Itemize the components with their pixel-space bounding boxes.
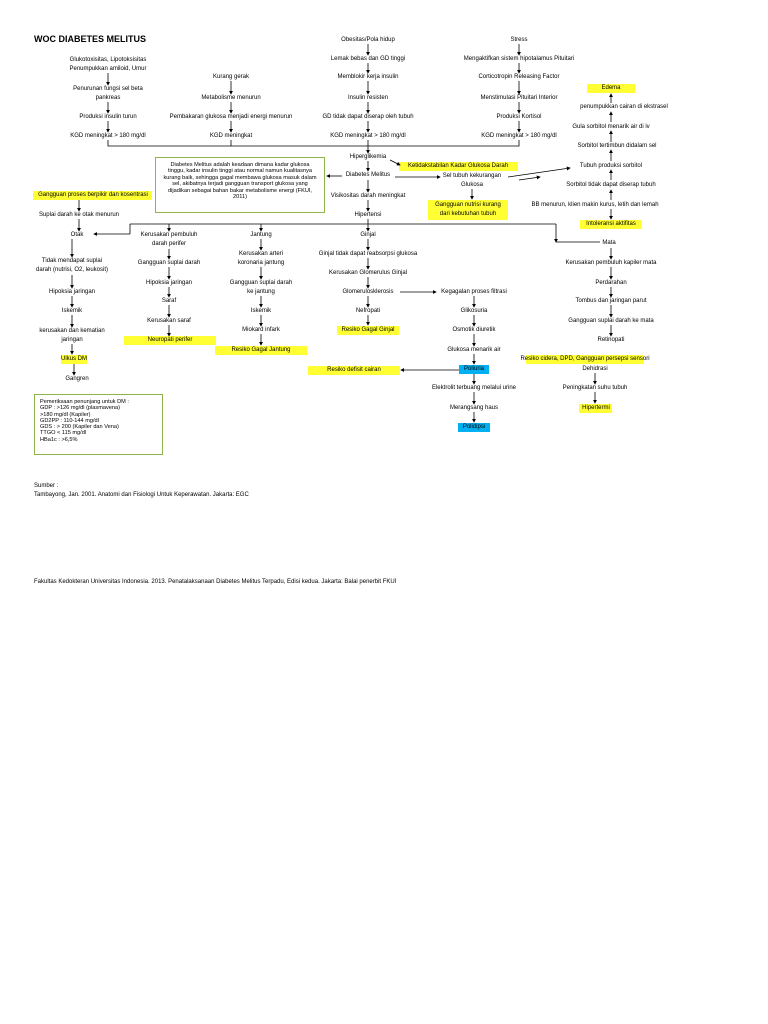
node-resiko-gagal-jantung: Resiko Gagal Jantung: [231, 347, 291, 353]
node-gula-sorbitol: Gula sorbitol menarik air di iv: [572, 124, 650, 130]
node-peningkatan-suhu: Peningkatan suhu tubuh: [562, 385, 628, 391]
node-gangguan-suplai-2: Gangguan suplai darah: [229, 280, 293, 286]
diagram-title: WOC DIABETES MELITUS: [34, 34, 146, 44]
node-metabolisme-menurun: Metabolisme menurun: [201, 95, 261, 101]
node-obesitas: Obesitas/Pola hidup: [341, 37, 395, 43]
node-jantung: Jantung: [250, 232, 272, 238]
node-koronaria: koronaria jantung: [237, 260, 285, 266]
node-kerusakan-kapiler: Kerusakan pembuluh kapiler mata: [565, 260, 657, 266]
node-resiko-gagal-ginjal: Resiko Gagal Ginjal: [341, 327, 395, 333]
node-sel-tubuh-kekurangan: Sel tubuh kekurangan: [442, 173, 502, 179]
node-glomerulosklerosis: Glomerulosklerosis: [342, 289, 394, 295]
node-glukosa-menarik-air: Glukosa menarik air: [447, 347, 501, 353]
node-gangguan-nutrisi: Gangguan nutrisi kurang: [435, 202, 501, 208]
lab-line: GDS : > 200 (Kapiler dan Vena): [40, 424, 119, 431]
node-kurang-gerak: Kurang gerak: [212, 74, 250, 80]
node-crf: Corticotropin Releasing Factor: [478, 74, 560, 80]
node-pituitari-interior: Menstimulasi Pituitari Interior: [480, 95, 558, 101]
node-kegagalan-filtrasi: Kegagalan proses filtrasi: [441, 289, 507, 295]
node-pankreas: pankreas: [95, 95, 121, 101]
node-produksi-kortisol: Produksi Kortisol: [496, 114, 542, 120]
node-iskemik-2: Iskemik: [250, 308, 272, 314]
node-gangguan-suplai-mata: Gangguan suplai darah ke mata: [568, 318, 654, 324]
node-osmotik-diuretik: Osmotik diuretik: [452, 327, 496, 333]
node-visikositas: Visikositas darah meningkat: [330, 193, 406, 199]
node-glukotoxisitas: Glukotoxisitas, Lipotoksisitas: [69, 57, 147, 63]
node-kgd-meningkat-1: KGD meningkat > 180 mg/dl: [70, 133, 146, 139]
node-neuropati-perifer: Neuropati perifer: [147, 337, 193, 343]
node-produksi-insulin-turun: Produksi insulin turun: [79, 114, 137, 120]
node-sorbitol-tidak-diserap: Sorbitol tidak dapat diserap tubuh: [566, 182, 656, 188]
node-dari-kebutuhan: dari kebutuhan tubuh: [439, 211, 497, 217]
node-iskemik-1: Iskemik: [61, 308, 83, 314]
node-kerusakan-kematian: kerusakan dan kematian: [39, 328, 105, 334]
node-hipertensi: Hipertensi: [354, 212, 382, 218]
node-stress: Stress: [510, 37, 528, 43]
node-hipoksia-2: Hipoksia jaringan: [145, 280, 193, 286]
node-dehidrasi: Dehidrasi: [582, 366, 608, 372]
node-glikosuria: Glikosuria: [460, 308, 488, 314]
node-perdarahan: Perdarahan: [595, 280, 627, 286]
lab-line: TTGO < 115 mg/dl: [40, 430, 87, 437]
node-ketidakstabilan-glukosa: Ketidakstabilan Kadar Glukosa Darah: [407, 163, 509, 169]
node-suplai-otak-menurun: Suplai darah ke otak menurun: [38, 212, 120, 218]
node-miokard-infark: Miokard infark: [242, 327, 280, 333]
lab-line: GDP : >126 mg/dl (plasmavena): [40, 405, 120, 412]
node-bb-menurun: BB menurun, klien makin kurus, letih dan lemah: [531, 202, 659, 208]
node-ginjal-tidak-reabsorpsi: Ginjal tidak dapat reabsorpsi glukosa: [318, 251, 418, 257]
lab-line: >180 mg/dl (Kapiler): [40, 411, 91, 418]
node-hipoksia-1: Hipoksia jaringan: [48, 289, 96, 295]
node-kerusakan-arteri: Kerusakan arteri: [238, 251, 284, 257]
node-mata: Mata: [602, 240, 616, 246]
node-intoleransi-aktifitas: Intoleransi aktifitas: [586, 221, 636, 227]
node-nutrisi-o2: darah (nutrisi, O2, leukosit): [35, 267, 109, 273]
node-elektrolit-terbuang: Elektrolit terbuang melalui urine: [431, 385, 517, 391]
node-tombus: Tombus dan jaringan parut: [575, 298, 647, 304]
node-gangguan-suplai-1: Gangguan suplai darah: [137, 260, 201, 266]
node-hipotalamus: Mengaktifkan sistem hipotalamus Pituitari: [463, 56, 575, 62]
node-penurunan-fungsi: Penurunan fungsi sel beta: [73, 86, 143, 92]
lab-heading: Pemeriksaan penunjang untuk DM :: [40, 399, 129, 405]
node-sorbitol-tertimbun: Sorbitol tertimbun didalam sel: [577, 143, 657, 149]
node-ke-jantung: ke jantung: [247, 289, 275, 295]
node-ginjal: Ginjal: [360, 232, 376, 238]
definition-box: Diabetes Melitus adalah keadaan dimana kadar glukosa tinggu, kadar insulin tinggi atau normal namun kualitasnya kurang baik, sehingga gagal membawa glukosa masuk dalam sel, akibatnya terjadi gangguan transport glukosa yang dijadikan sebagai bahan bakar metabolisme energi (FKUI, 2011): [155, 157, 325, 213]
node-edema: Edema: [601, 85, 621, 91]
node-otak: Otak: [70, 232, 84, 238]
node-polidipsi: Polidipsi: [462, 424, 486, 430]
node-lemak-bebas: Lemak bebas dan GD tinggi: [330, 56, 406, 62]
node-tidak-mendapat-suplai: Tidak mendapat suplai: [41, 258, 103, 264]
node-kgd-meningkat-4: KGD meningkat > 180 mg/dl: [481, 133, 557, 139]
node-resiko-defisit-cairan: Resiko defisit cairan: [327, 367, 381, 373]
node-penumpukkan-cairan: penumpukkan cairan di ekstrasel: [580, 104, 668, 110]
node-kerusakan-saraf: Kerusakan saraf: [147, 318, 191, 324]
node-kgd-meningkat-3: KGD meningkat > 180 mg/dl: [330, 133, 406, 139]
node-kerusakan-glomerulus: Kerusakan Glomerulus Ginjal: [328, 270, 408, 276]
node-jaringan: jaringan: [61, 337, 83, 343]
lab-line: HBa1c : >6,5%: [40, 436, 78, 443]
node-diabetes-melitus: Diabetes Melitus: [345, 172, 391, 178]
node-gangren: Gangren: [65, 376, 89, 382]
node-saraf: Saraf: [161, 298, 177, 304]
node-memblokir-insulin: Memblokir kerja insulin: [337, 74, 399, 80]
lab-line: GD2PP : 110-144 mg/dl: [40, 417, 99, 424]
node-merangsang-haus: Merangsang haus: [449, 405, 499, 411]
node-resiko-cidera: Resiko cidera, DPD, Gangguan persepsi sensori: [520, 356, 650, 362]
node-glukosa: Glukosa: [460, 182, 484, 188]
node-penumpukkan-amiloid: Penumpukkan amiloid, Umur: [69, 66, 147, 72]
node-retinopati: Retinopati: [597, 337, 625, 343]
node-kgd-meningkat-2: KGD meningkat: [209, 133, 253, 139]
node-hipertermi: Hipertermi: [582, 405, 610, 411]
source-ref-1: Tambayong, Jan. 2001. Anatomi dan Fisiologi Untuk Keperawatan. Jakarta: EGC: [34, 492, 249, 498]
sources-label: Sumber :: [34, 483, 59, 489]
node-gd-tidak-diserap: GD tidak dapat diserap oleh tubuh: [322, 114, 414, 120]
node-gangguan-berpikir: Gangguan proses berpikir dan kosentrasi: [38, 192, 148, 198]
node-kerusakan-pembuluh: Kerusakan pembuluh: [140, 232, 198, 238]
node-ulkus-dm: Ulkus DM: [60, 356, 88, 362]
node-pembakaran-glukosa: Pembakaran glukosa menjadi energi menurun: [169, 114, 293, 120]
node-nefropati: Nefropati: [355, 308, 381, 314]
node-insulin-resisten: Insulin resisten: [347, 95, 389, 101]
node-darah-perifer: darah perifer: [151, 241, 187, 247]
source-ref-2: Fakultas Kedokteran Universitas Indonesia. 2013. Penatalaksanaan Diabetes Melitus Terpadu, Edisi kedua. Jakarta: Balai penerbit FKUI: [34, 579, 397, 585]
node-hiperglikemia: Hiperglikemia: [349, 154, 387, 160]
node-poliuria: Poliuria: [463, 366, 485, 372]
node-tubuh-produksi-sorbitol: Tubuh produksi sorbitol: [579, 163, 643, 169]
